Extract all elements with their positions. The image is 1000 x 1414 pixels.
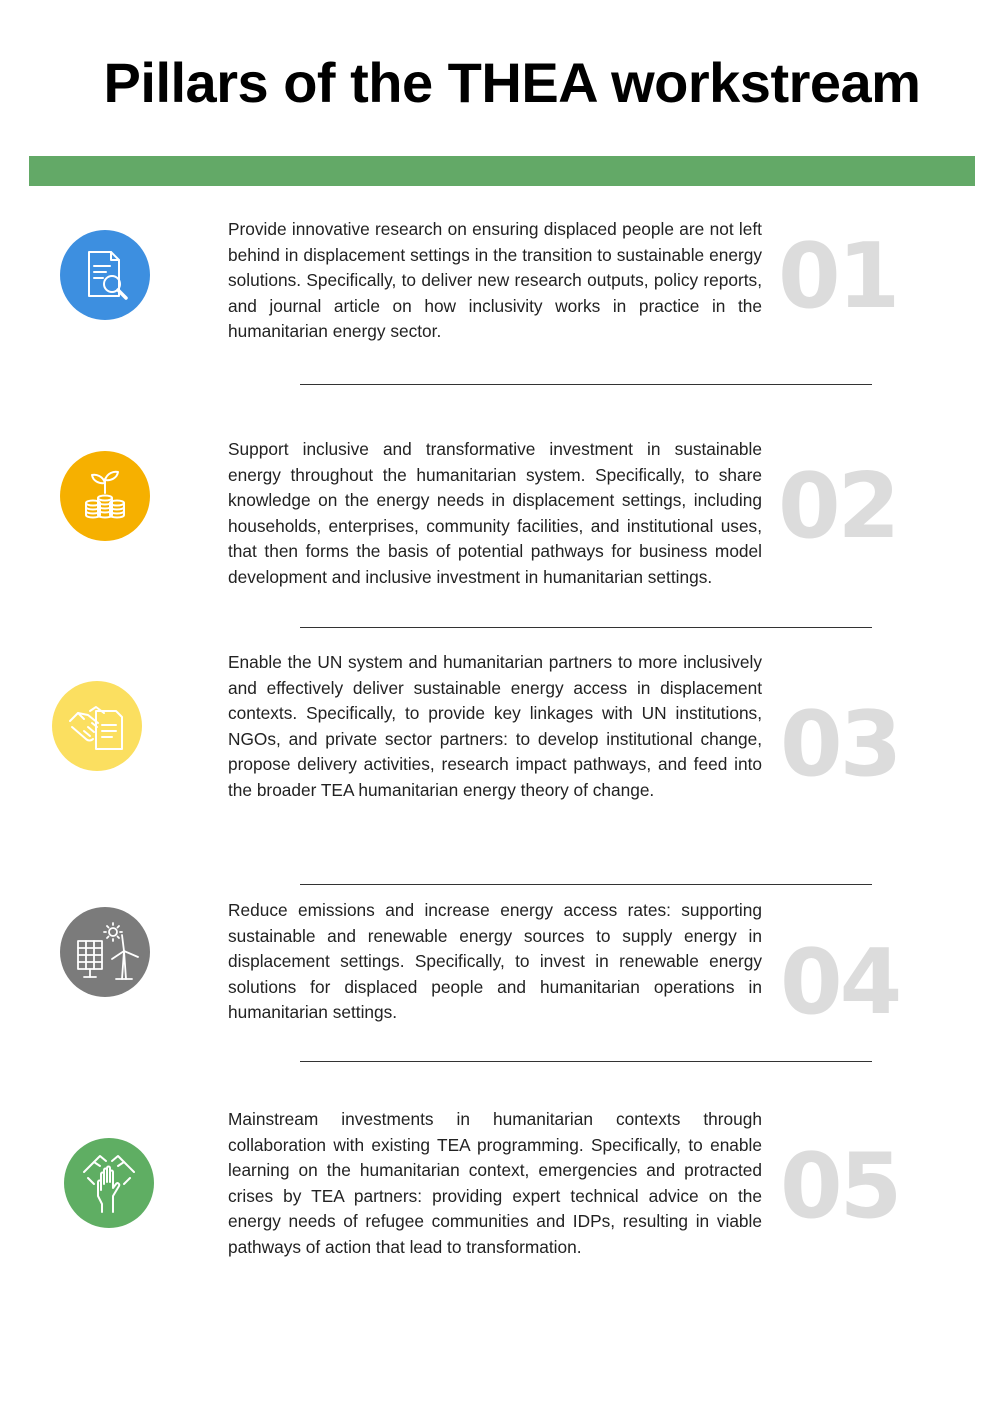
- divider: [300, 384, 872, 385]
- green-header-bar: [29, 156, 975, 186]
- solar-wind-icon: [60, 907, 150, 997]
- pillar-text-01: Provide innovative research on ensuring displaced people are not left behind in displacement settings in the transition to sustainable energy solutions. Specifically, to deliver new research outputs, policy reports, and journal article on how inclusivity works in practice in the humanitarian energy sector.: [228, 219, 762, 341]
- pillar-text-05: Mainstream investments in humanitarian contexts through collaboration with existing TEA programming. Specifically, to enable learning on the humanitarian context, emergencies and protracted crises by TEA partners: providing expert technical advice on the energy needs of refugee communities and IDPs, resulting in viable pathways of action that lead to transformation.: [228, 1109, 762, 1257]
- pillar-number-03: 03: [780, 692, 900, 797]
- joined-hands-icon: [64, 1138, 154, 1228]
- divider: [300, 627, 872, 628]
- pillar-number-02: 02: [778, 454, 898, 559]
- divider: [300, 1061, 872, 1062]
- pillar-text-04: Reduce emissions and increase energy access rates: supporting sustainable and renewable energy sources to supply energy in displacement settings. Specifically, to invest in renewable energy solutions for displaced people and humanitarian operations in humanitarian settings.: [228, 900, 762, 1022]
- divider: [300, 884, 872, 885]
- plant-coins-icon: [60, 451, 150, 541]
- pillar-text-03: Enable the UN system and humanitarian partners to more inclusively and effectively deliver sustainable energy access in displacement contexts. Specifically, to provide key linkages with UN institutions, NGOs, and private sector partners: to develop institutional change, propose delivery activities, research impact pathways, and feed into the broader TEA humanitarian energy theory of change.: [228, 652, 762, 800]
- document-search-icon: [60, 230, 150, 320]
- pillar-text-02: Support inclusive and transformative investment in sustainable energy throughout the humanitarian system. Specifically, to share knowledge on the energy needs in displacement settings, including households, enterprises, community facilities, and institutional uses, that then forms the basis of potential pathways for business model development and inclusive investment in humanitarian settings.: [228, 439, 762, 587]
- handshake-document-icon: [52, 681, 142, 771]
- pillar-number-01: 01: [778, 224, 898, 329]
- pillar-number-04: 04: [780, 930, 900, 1035]
- page-title: Pillars of the THEA workstream: [103, 51, 921, 114]
- pillar-number-05: 05: [780, 1134, 900, 1239]
